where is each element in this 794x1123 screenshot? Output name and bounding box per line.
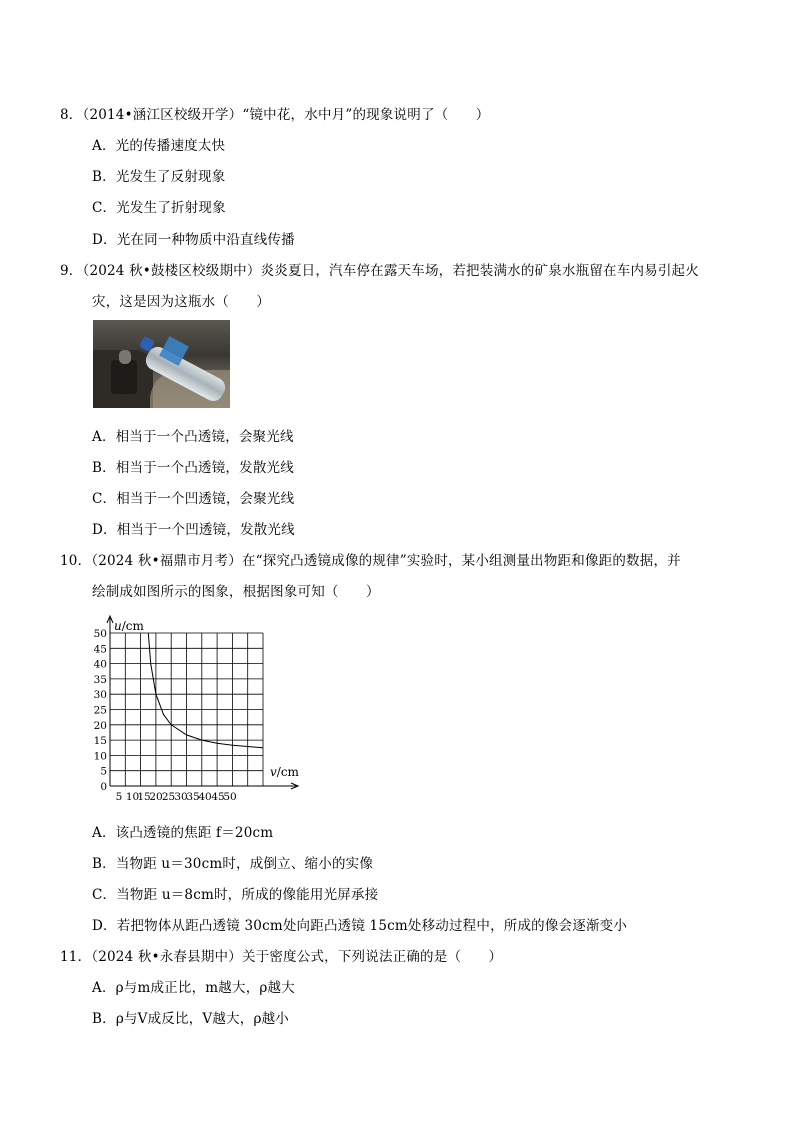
y-tick-label: 35 (93, 673, 107, 686)
y-tick-label: 45 (93, 643, 107, 656)
q10-option-d: D．若把物体从距凸透镜 30cm处向距凸透镜 15cm处移动过程中，所成的像会逐渐变小 (92, 918, 628, 934)
x-tick-label: 35 (186, 791, 200, 803)
chart-grid (110, 633, 263, 786)
x-tick-label: 50 (223, 791, 237, 803)
q9-option-c: C．相当于一个凹透镜，会聚光线 (92, 491, 295, 507)
q10-stem-line1: 10．（2024 秋•福鼎市月考）在“探究凸透镜成像的规律”实验时，某小组测量出物距和像距的数据，并 (60, 553, 681, 569)
x-tick-label: 40 (198, 791, 212, 803)
y-axis-label: u/cm (114, 619, 144, 633)
q10-option-b: B．当物距 u＝30cm时，成倒立、缩小的实像 (92, 856, 374, 872)
uv-curve-series (148, 633, 263, 748)
y-tick-label: 20 (93, 719, 107, 732)
gear-lever-shape (111, 360, 137, 394)
water-bottle-in-car-photo (93, 320, 230, 408)
q8-option-c: C．光发生了折射现象 (92, 200, 226, 216)
q10-option-c: C．当物距 u＝8cm时，所成的像能用光屏承接 (92, 887, 379, 903)
q9-option-d: D．相当于一个凹透镜，发散光线 (92, 522, 295, 538)
y-tick-label: 5 (100, 765, 107, 778)
x-tick-label: 15 (137, 791, 151, 803)
gear-knob-shape (119, 350, 131, 364)
x-tick-label: 10 (125, 791, 140, 803)
x-tick-label: 30 (174, 791, 188, 803)
q8-option-d: D．光在同一种物质中沿直线传播 (92, 232, 295, 248)
x-tick-label: 45 (211, 791, 225, 803)
y-tick-label: 40 (93, 658, 107, 671)
q8-option-a: A．光的传播速度太快 (92, 138, 226, 154)
q9-stem-line2: 灾，这是因为这瓶水（ ） (92, 294, 271, 310)
y-tick-labels (94, 628, 107, 793)
x-tick-label: 20 (149, 791, 163, 803)
q10-option-a: A．该凸透镜的焦距 f＝20cm (92, 825, 274, 841)
x-axis-label: v/cm (270, 765, 299, 779)
y-tick-label: 15 (93, 735, 107, 748)
q8-stem: 8．（2014•涵江区校级开学）“镜中花，水中月”的现象说明了（ ） (60, 107, 490, 123)
y-tick-label: 25 (93, 704, 107, 717)
q9-stem-line1: 9．（2024 秋•鼓楼区校级期中）炎炎夏日，汽车停在露天车场，若把装满水的矿泉水瓶留在车内易引起火 (60, 263, 699, 279)
x-tick-labels (116, 791, 237, 803)
chart-axes (107, 616, 298, 789)
y-tick-label: 50 (93, 628, 107, 640)
y-tick-label: 30 (93, 689, 107, 702)
x-tick-label: 25 (161, 791, 176, 803)
q11-option-a: A．ρ与m成正比，m越大，ρ越大 (92, 980, 295, 996)
q9-option-b: B．相当于一个凸透镜，发散光线 (92, 460, 294, 476)
y-tick-label: 0 (100, 781, 107, 793)
q11-stem: 11．（2024 秋•永春县期中）关于密度公式，下列说法正确的是（ ） (60, 949, 503, 965)
q11-option-b: B．ρ与V成反比，V越大，ρ越小 (92, 1011, 289, 1027)
q9-option-a: A．相当于一个凸透镜，会聚光线 (92, 429, 294, 445)
y-tick-label: 10 (93, 750, 107, 763)
x-tick-label: 5 (115, 791, 123, 803)
q10-stem-line2: 绘制成如图所示的图象，根据图象可知（ ） (92, 584, 380, 600)
u-v-chart (88, 612, 308, 807)
q8-option-b: B．光发生了反射现象 (92, 169, 226, 185)
